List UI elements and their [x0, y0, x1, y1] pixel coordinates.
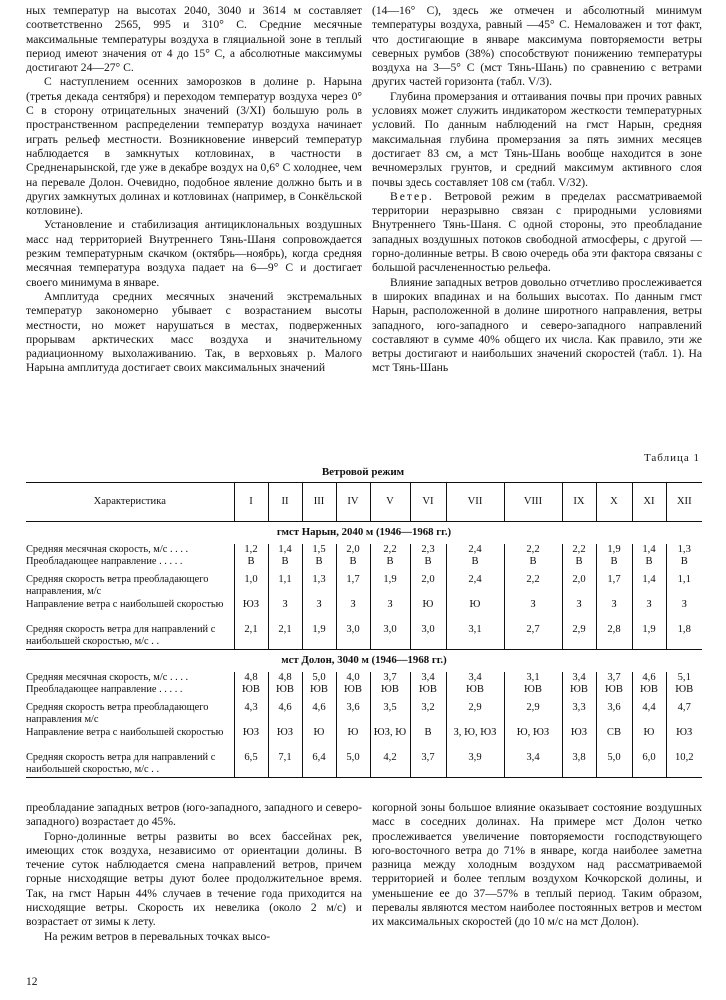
- table-cell: 2,9: [446, 702, 504, 727]
- table-cell: ЮЗ: [666, 727, 702, 752]
- row-label: Направление ветра с наибольшей скоростью: [26, 599, 224, 610]
- paragraph-text: Амплитуда средних месячных значений экстремальных температур закономерно убывает с возрастанием высоты местности, но может нарушаться в местах, подверженных прорывам арктических масс воздуха и значительному радиационному выхолаживанию. Так, в верховьях р. Малого Нарына амплитуда достигает своих максимальных значений: [26, 289, 362, 375]
- table-cell: 4,8 ЮВ: [234, 672, 268, 702]
- paragraph-text: Горно-долинные ветры развиты во всех бассейнах рек, имеющих сток воздуха, независимо от ориентации долины. В течение суток наблюдается смена направлений ветров, причем горные нисходящие ветры дуют более продолжительное время. Так, на гмст Нарын 44% случаев в течение года приходится на нисходящие ветры. Скорость их невелика (около 2 м/с) и возрастает от зимы к лету.: [26, 829, 362, 929]
- table-cell: 3,0: [410, 624, 446, 650]
- table-cell: 3,1: [446, 624, 504, 650]
- table-cell: 2,3 В: [410, 544, 446, 574]
- table-cell: 1,4 В: [632, 544, 666, 574]
- table-cell: 3,4 ЮВ: [410, 672, 446, 702]
- paragraph-text: Влияние западных ветров довольно отчетливо прослеживается в широких впадинах и на больших высотах. По данным гмст Нарын, расположенной в долине широтного направления, ветры западного, юго-западного и северо-западного направлений составляют в сумме 40% общего их числа. Как правило, эти же ветры достигают и наибольших значений скоростей (табл. 1). На мст Тянь-Шань: [372, 275, 702, 375]
- table-row: [26, 544, 702, 574]
- table-cell: 1,9: [302, 624, 336, 650]
- table-cell: 1,5 В: [302, 544, 336, 574]
- table-row: [26, 624, 702, 650]
- table-cell: 4,6: [302, 702, 336, 727]
- header-month: XII: [666, 483, 702, 522]
- table-cell: Ю: [336, 727, 370, 752]
- table-cell: 3,7: [410, 752, 446, 778]
- table-cell: З: [268, 599, 302, 624]
- header-month: I: [234, 483, 268, 522]
- table-cell: З: [370, 599, 410, 624]
- header-month: II: [268, 483, 302, 522]
- table-cell: 3,6: [336, 702, 370, 727]
- table-cell: 2,2 В: [562, 544, 596, 574]
- paragraph: [26, 290, 362, 376]
- table-cell: Ю: [410, 599, 446, 624]
- table-cell: 2,8: [596, 624, 632, 650]
- table-cell: 2,7: [504, 624, 562, 650]
- table-row: [26, 574, 702, 599]
- station-row: [26, 650, 702, 673]
- table-cell: З: [666, 599, 702, 624]
- table-cell: 1,2 В: [234, 544, 268, 574]
- table-cell: Ю: [302, 727, 336, 752]
- table-cell: В: [410, 727, 446, 752]
- paragraph: [26, 930, 362, 944]
- row-label: Средняя скорость ветра преобладающего направления м/с: [26, 702, 209, 725]
- row-label: Средняя месячная скорость, м/с . . . . Преобладающее направление . . . . .: [26, 544, 189, 567]
- table-header-row: [26, 483, 702, 522]
- table-cell: 3,4: [504, 752, 562, 778]
- header-month: VIII: [504, 483, 562, 522]
- paragraph: [372, 90, 702, 190]
- table-cell: 3,3: [562, 702, 596, 727]
- header-month: VI: [410, 483, 446, 522]
- paragraph-text: Установление и стабилизация антициклональных воздушных масс над территорией Внутреннего Тянь-Шаня сопровождается резким температурным скачком (октябрь—ноябрь), когда средняя месячная температура воздуха падает на 6—9° С и достигает своего минимума в январе.: [26, 218, 362, 289]
- table-cell: 3,1 ЮВ: [504, 672, 562, 702]
- table-cell: 3,4 ЮВ: [562, 672, 596, 702]
- paragraph-text: когорной зоны большое влияние оказывает состояние воздушных масс в соседних долинах. На примере мст Долон четко прослеживается увеличение повторяемости господствующего юго-восточного ветра до 71% в январе, когда наиболее заметна разница между холодным воздухом над рассматриваемой территорией и более теплым воздухом Кочкорской долины, и уменьшение ее до 37—57% в теплый период. Таким образом, перевалы являются местом наиболее постоянных ветров и местом их максимальных скоростей (до 10 м/с на мст Долон).: [372, 801, 702, 929]
- paragraph: [372, 190, 702, 276]
- station-name: мст Долон, 3040 м (1946—1968 гг.): [26, 650, 702, 673]
- paragraph: [26, 75, 362, 218]
- table-cell: 2,9: [562, 624, 596, 650]
- row-label: Средняя месячная скорость, м/с . . . . Преобладающее направление . . . . .: [26, 672, 189, 695]
- table-label: Таблица 1: [643, 452, 700, 464]
- table-cell: 1,4: [632, 574, 666, 599]
- table-cell: ЮЗ: [234, 599, 268, 624]
- table-cell: 2,9: [504, 702, 562, 727]
- table-title: Ветровой режим: [321, 466, 405, 478]
- table-cell: 1,7: [596, 574, 632, 599]
- table-cell: 2,1: [268, 624, 302, 650]
- table-cell: 3,7 ЮВ: [370, 672, 410, 702]
- paragraph-text: Ветровой режим в пределах рассматриваемой территории неразрывно связан с природными условиями Внутреннего Тянь-Шаня. С одной стороны, это преобладание западных воздушных потоков свободной атмосферы, с другой — горно-долинные ветры. В свою очередь оба эти фактора связаны с большой расчлененностью рельефа.: [372, 189, 702, 275]
- paragraph: [372, 4, 702, 90]
- header-month: III: [302, 483, 336, 522]
- table-cell: 1,9: [632, 624, 666, 650]
- table-cell: 3,9: [446, 752, 504, 778]
- text-column-top-right: [372, 4, 702, 376]
- header-month: IX: [562, 483, 596, 522]
- text-column-top-left: [26, 4, 362, 376]
- table-row: [26, 752, 702, 778]
- table-cell: СВ: [596, 727, 632, 752]
- table-cell: З: [336, 599, 370, 624]
- section-heading: Ветер.: [390, 189, 434, 203]
- paragraph: [372, 276, 702, 376]
- paragraph: [26, 801, 362, 830]
- table-cell: 1,1: [268, 574, 302, 599]
- table-cell: 2,2 В: [370, 544, 410, 574]
- table-cell: ЮЗ, Ю: [370, 727, 410, 752]
- table-cell: 5,1 ЮВ: [666, 672, 702, 702]
- table-cell: 2,0: [410, 574, 446, 599]
- table-cell: 3,7 ЮВ: [596, 672, 632, 702]
- paragraph-text: (14—16° С), здесь же отмечен и абсолютный минимум температуры воздуха, равный —45° С. Немаловажен и тот факт, что достигающие в январе максимума повторяемости ветры северных румбов (38%) способствуют понижению температуры воздуха на 3—5° С (мст Тянь-Шань) по сравнению с ветрами других частей горизонта (табл. V/3).: [372, 4, 702, 89]
- paragraph-text: ных температур на высотах 2040, 3040 и 3614 м составляет соответственно 2565, 995 и 310° С. Средние месячные максимальные температуры воздуха в гляциальной зоне в теплый период имеют значения от 4 до 15° С, а абсолютные максимумы достигают 24—27° С.: [26, 4, 362, 75]
- table-row: [26, 672, 702, 702]
- table-cell: 4,8 ЮВ: [268, 672, 302, 702]
- table-cell: 1,1: [666, 574, 702, 599]
- table-cell: 4,6: [268, 702, 302, 727]
- table-cell: 6,5: [234, 752, 268, 778]
- paragraph-text: Глубина промерзания и оттаивания почвы при прочих равных условиях может служить индикатором жесткости температурных условий. По данным наблюдений на гмст Нарын, средняя максимальная глубина промерзания за пять зимних месяцев достигает 83 см, а мст Тянь-Шань вообще находится в зоне вечномерзлых грунтов, и средний максимум активного слоя почвы здесь составляет 108 см (табл. V/32).: [372, 89, 702, 189]
- paragraph-text: На режим ветров в перевальных точках высо-: [44, 929, 271, 943]
- paragraph-text: преобладание западных ветров (юго-западного, западного и северо-западного) возрастает до 45%.: [26, 801, 362, 829]
- table-cell: 2,2: [504, 574, 562, 599]
- header-month: VII: [446, 483, 504, 522]
- table-cell: 1,7: [336, 574, 370, 599]
- table-cell: 6,0: [632, 752, 666, 778]
- table-cell: 1,4 В: [268, 544, 302, 574]
- table-cell: 7,1: [268, 752, 302, 778]
- table-cell: Ю: [446, 599, 504, 624]
- header-characteristic: Характеристика: [26, 483, 234, 522]
- table-cell: 4,0 ЮВ: [336, 672, 370, 702]
- table-cell: 2,4 В: [446, 544, 504, 574]
- table-cell: 4,6 ЮВ: [632, 672, 666, 702]
- table-cell: Ю, ЮЗ: [504, 727, 562, 752]
- header-month: XI: [632, 483, 666, 522]
- table-cell: 3,8: [562, 752, 596, 778]
- table-cell: З: [632, 599, 666, 624]
- table-cell: 5,0: [336, 752, 370, 778]
- paragraph: [26, 830, 362, 930]
- table-cell: 2,0 В: [336, 544, 370, 574]
- table-cell: З: [302, 599, 336, 624]
- table-cell: 4,3: [234, 702, 268, 727]
- table-cell: 5,0: [596, 752, 632, 778]
- table-row: [26, 727, 702, 752]
- table-cell: 1,3 В: [666, 544, 702, 574]
- wind-regime-table: [26, 482, 702, 778]
- text-column-bottom-right: [372, 801, 702, 930]
- table-cell: 1,9: [370, 574, 410, 599]
- table-cell: 1,9 В: [596, 544, 632, 574]
- row-label: Направление ветра с наибольшей скоростью: [26, 727, 224, 738]
- table-cell: 2,2 В: [504, 544, 562, 574]
- table-cell: 3,5: [370, 702, 410, 727]
- table-cell: З: [562, 599, 596, 624]
- table-cell: 2,4: [446, 574, 504, 599]
- header-month: IV: [336, 483, 370, 522]
- table-cell: 1,8: [666, 624, 702, 650]
- table-cell: 4,4: [632, 702, 666, 727]
- row-label: Средняя скорость ветра для направлений с наибольшей скоростью, м/с . .: [26, 752, 234, 778]
- station-row: [26, 522, 702, 545]
- table-cell: 3,4 ЮВ: [446, 672, 504, 702]
- row-label: Средняя скорость ветра для направлений с наибольшей скоростью, м/с . .: [26, 624, 216, 647]
- table-cell: З, Ю, ЮЗ: [446, 727, 504, 752]
- text-column-bottom-left: [26, 801, 362, 944]
- paragraph: [26, 4, 362, 75]
- paragraph: [26, 218, 362, 289]
- table-cell: 6,4: [302, 752, 336, 778]
- header-month: V: [370, 483, 410, 522]
- table-cell: 3,0: [336, 624, 370, 650]
- table-cell: З: [596, 599, 632, 624]
- station-name: гмст Нарын, 2040 м (1946—1968 гг.): [276, 526, 452, 539]
- table-cell: 10,2: [666, 752, 702, 778]
- table-cell: 1,0: [234, 574, 268, 599]
- table-cell: ЮЗ: [268, 727, 302, 752]
- table-cell: Ю: [632, 727, 666, 752]
- table-cell: 3,0: [370, 624, 410, 650]
- table-cell: ЮЗ: [562, 727, 596, 752]
- table-cell: 5,0 ЮВ: [302, 672, 336, 702]
- table-cell: 3,6: [596, 702, 632, 727]
- table-cell: 1,3: [302, 574, 336, 599]
- page-number: 12: [26, 976, 38, 988]
- table-cell: 4,7: [666, 702, 702, 727]
- row-label: Средняя скорость ветра преобладающего направления, м/с: [26, 574, 209, 597]
- table-row: [26, 702, 702, 727]
- paragraph: [372, 801, 702, 930]
- header-month: X: [596, 483, 632, 522]
- table-cell: ЮЗ: [234, 727, 268, 752]
- table-row: [26, 599, 702, 624]
- table-cell: 2,0: [562, 574, 596, 599]
- paragraph-text: С наступлением осенних заморозков в долине р. Нарына (третья декада сентября) и переходом температур воздуха через 0° С в сторону отрицательных значений (3/XI) большую роль в пространственном распределении температур воздуха начинает играть рельеф местности. Возникновение инверсий температур наблюдается в замкнутых котловинах, в частности в Средненарынской, где уже в декабре воздух на 0,6° С холоднее, чем на перевале Долон. Очевидно, подобное явление должно быть и в других замкнутых долинах и котловинах (например, в Сонкёльской котловине).: [26, 75, 362, 218]
- table-cell: 4,2: [370, 752, 410, 778]
- table-cell: З: [504, 599, 562, 624]
- table-cell: 2,1: [234, 624, 268, 650]
- table-cell: 3,2: [410, 702, 446, 727]
